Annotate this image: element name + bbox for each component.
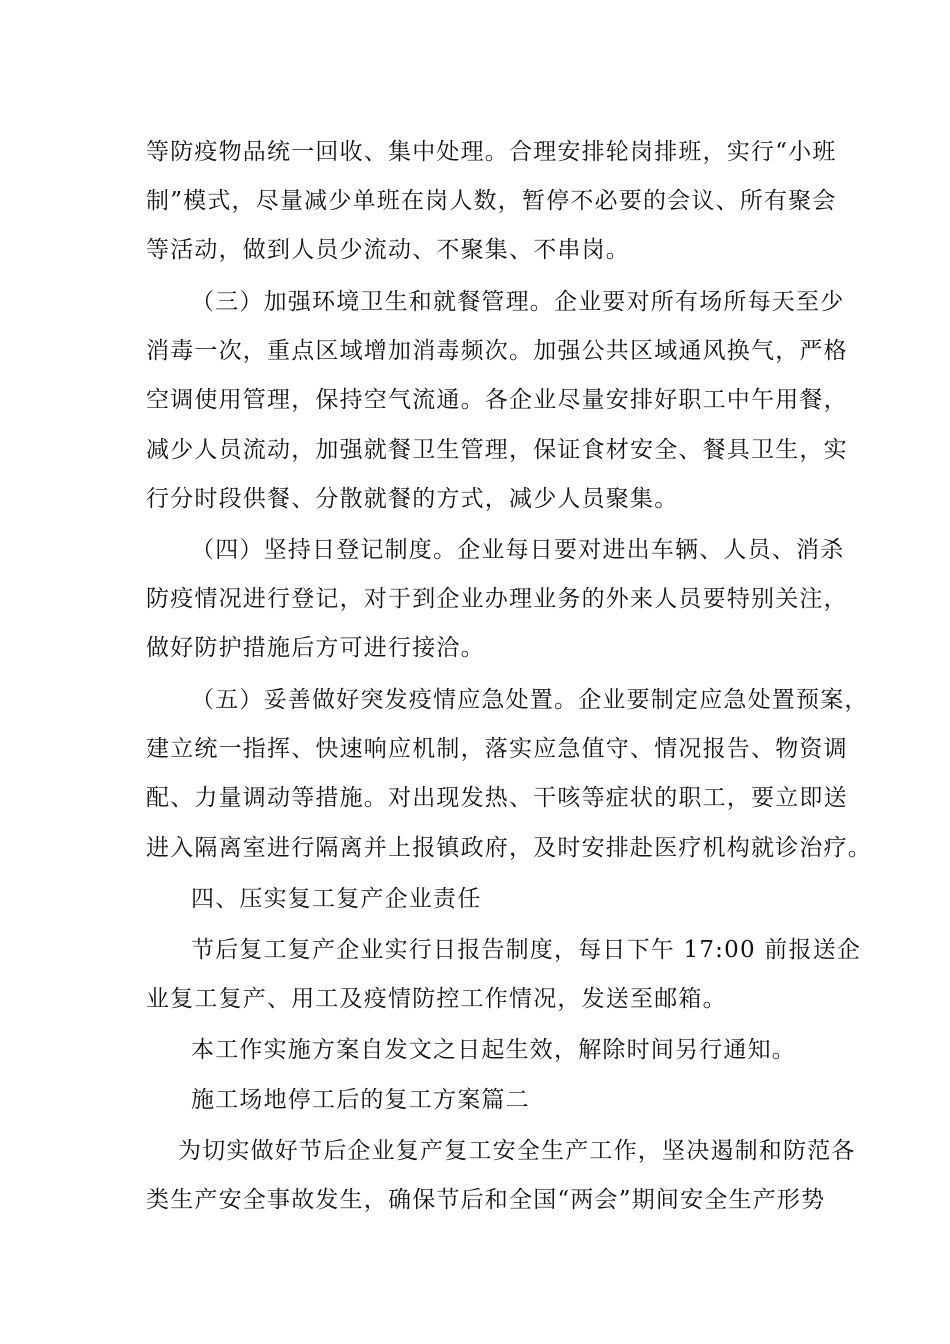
text-line: 本工作实施方案自发文之日起生效，解除时间另行通知。 <box>191 1037 796 1063</box>
text-line: 节后复工复产企业实行日报告制度，每日下午 17:00 前报送企 <box>191 937 862 963</box>
text-line: 防疫情况进行登记，对于到企业办理业务的外来人员要特别关注， <box>146 586 848 612</box>
text-line: 行分时段供餐、分散就餐的方式，减少人员聚集。 <box>146 486 679 512</box>
text-line: 等活动，做到人员少流动、不聚集、不串岗。 <box>146 237 630 263</box>
section-title: 施工场地停工后的复工方案篇二 <box>191 1087 530 1113</box>
text-line: 类生产安全事故发生，确保节后和全国“两会”期间安全生产形势 <box>146 1187 826 1213</box>
text-line: 制”模式，尽量减少单班在岗人数，暂停不必要的会议、所有聚会 <box>146 188 837 214</box>
section-heading: 四、压实复工复产企业责任 <box>191 886 482 912</box>
text-line: 做好防护措施后方可进行接洽。 <box>146 635 485 661</box>
text-line: 空调使用管理，保持空气流通。各企业尽量安排好职工中午用餐， <box>146 387 848 413</box>
text-line: 进入隔离室进行隔离并上报镇政府，及时安排赴医疗机构就诊治疗。 <box>146 835 872 861</box>
paragraph-heading: （四）坚持日登记制度。企业每日要对进出车辆、人员、消杀 <box>191 537 845 563</box>
text-line: 建立统一指挥、快速响应机制，落实应急值守、情况报告、物资调 <box>146 736 848 762</box>
text-line: 消毒一次，重点区域增加消毒频次。加强公共区域通风换气，严格 <box>146 338 848 364</box>
text-line: 为切实做好节后企业复产复工安全生产工作，坚决遏制和防范各 <box>178 1138 856 1164</box>
text-line: 业复工复产、用工及疫情防控工作情况，发送至邮箱。 <box>146 986 727 1012</box>
paragraph-heading: （三）加强环境卫生和就餐管理。企业要对所有场所每天至少 <box>191 289 845 315</box>
text-line: 等防疫物品统一回收、集中处理。合理安排轮岗排班，实行“小班 <box>146 139 837 165</box>
text-line: 减少人员流动，加强就餐卫生管理，保证食材安全、餐具卫生，实 <box>146 437 848 463</box>
paragraph-heading: （五）妥善做好突发疫情应急处置。企业要制定应急处置预案， <box>191 687 869 713</box>
text-line: 配、力量调动等措施。对出现发热、干咳等症状的职工，要立即送 <box>146 785 848 811</box>
